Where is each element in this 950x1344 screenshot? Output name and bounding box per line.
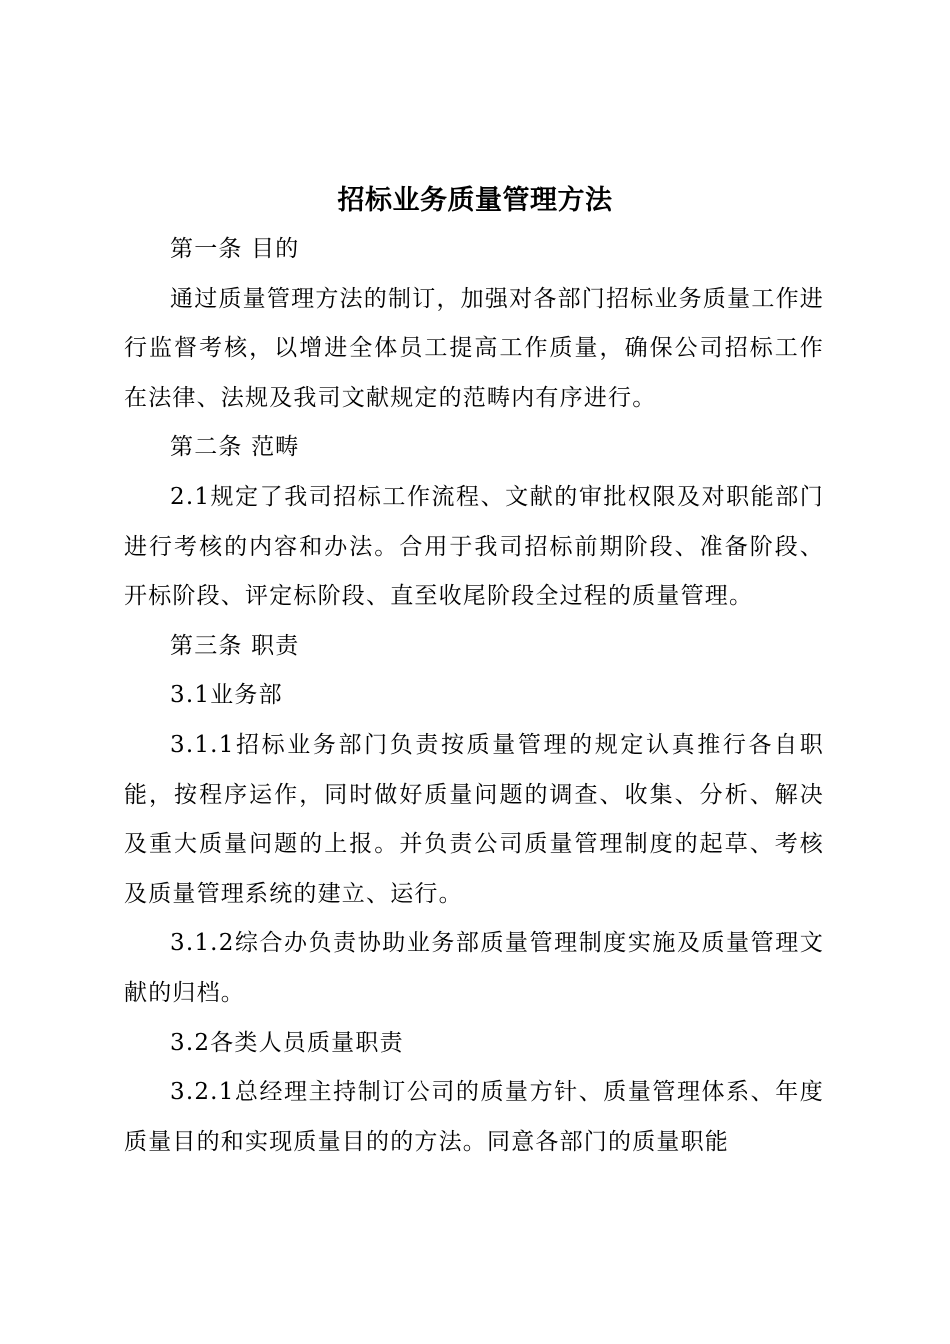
article-2-heading: 第二条 范畴 (170, 434, 300, 461)
article-3-heading: 第三条 职责 (170, 632, 300, 659)
document-body (124, 225, 824, 1167)
clause-2-1: 2.1规定了我司招标工作流程、文献的审批权限及对职能部门进行考核的内容和办法。合用于我司招标前期阶段、准备阶段、开标阶段、评定标阶段、直至收尾阶段全过程的质量管理。 (124, 483, 824, 610)
clause-3-2-heading: 3.2各类人员质量职责 (170, 1029, 404, 1056)
document-title: 招标业务质量管理方法 (337, 185, 613, 216)
article-1-content: 通过质量管理方法的制订，加强对各部门招标业务质量工作进行监督考核，以增进全体员工提高工作质量，确保公司招标工作在法律、法规及我司文献规定的范畴内有序进行。 (124, 285, 824, 411)
clause-3-1-2: 3.1.2综合办负责协助业务部质量管理制度实施及质量管理文献的归档。 (124, 930, 824, 1006)
article-1-heading: 第一条 目的 (170, 236, 300, 262)
clause-3-1-heading: 3.1业务部 (170, 682, 283, 709)
clause-3-2-1: 3.2.1总经理主持制订公司的质量方针、质量管理体系、年度质量目的和实现质量目的的方法。同意各部门的质量职能 (124, 1079, 824, 1155)
clause-3-1-1: 3.1.1招标业务部门负责按质量管理的规定认真推行各自职能，按程序运作，同时做好质量问题的调查、收集、分析、解决及重大质量问题的上报。并负责公司质量管理制度的起草、考核及质量管理系统的建立、运行。 (124, 731, 824, 907)
